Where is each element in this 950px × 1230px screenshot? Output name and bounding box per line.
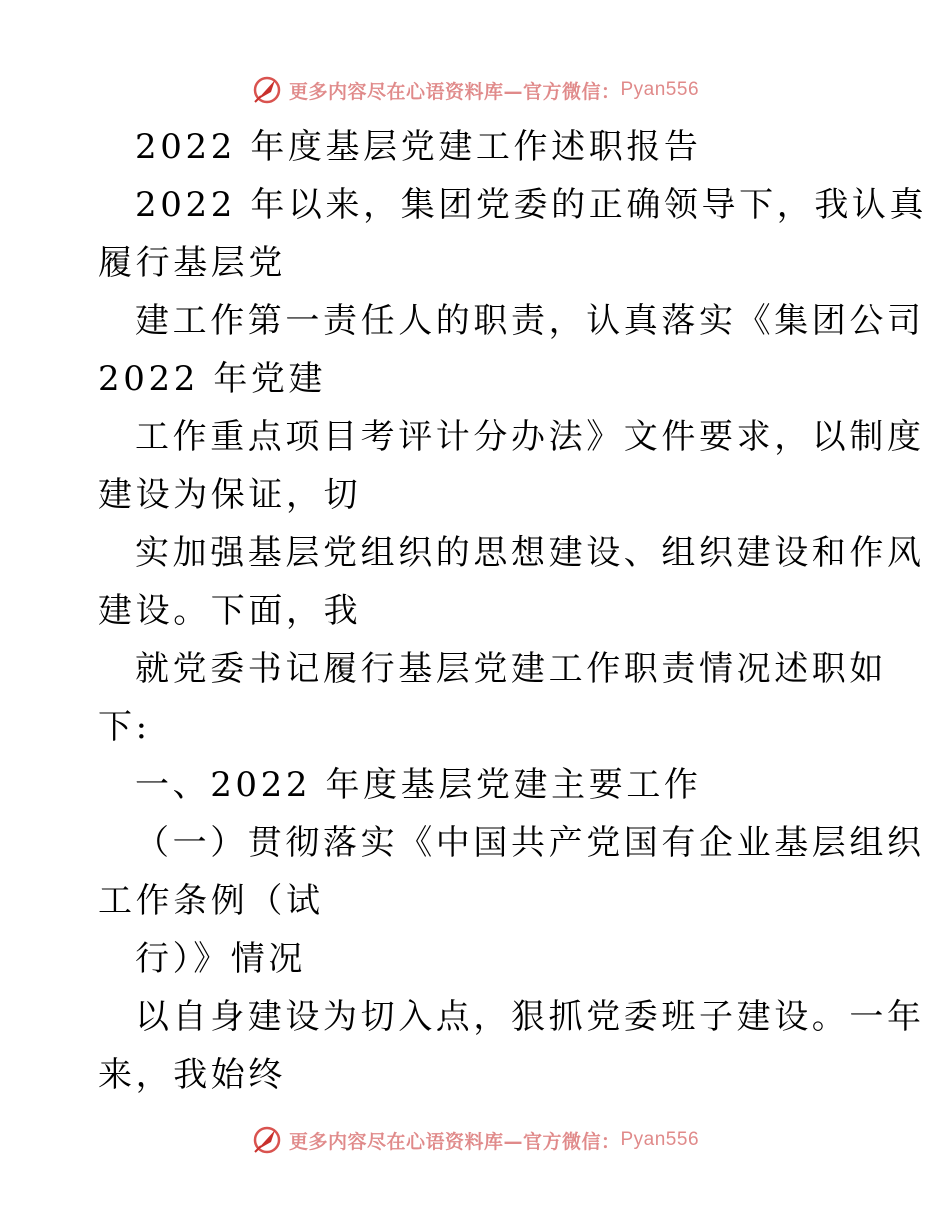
subsection-heading: （一）贯彻落实《中国共产党国有企业基层组织 <box>135 823 925 863</box>
watermark-text: 更多内容尽在心语资料库—官方微信： <box>288 80 621 103</box>
section-heading: 一、2022 年度基层党建主要工作 <box>135 765 702 805</box>
subsection-heading-line: 行）》情况 <box>135 939 306 979</box>
watermark-wechat-id: Pyan556 <box>620 79 700 100</box>
paragraph-line: 建设。下面，我 <box>98 591 362 631</box>
paragraph-line: 建设为保证，切 <box>98 475 362 515</box>
footer-watermark-banner <box>0 1120 950 1160</box>
document-body <box>98 118 928 1104</box>
paragraph-line: 工作重点项目考评计分办法》文件要求，以制度 <box>135 417 925 457</box>
paragraph-line: 2022 年以来，集团党委的正确领导下，我认真 <box>135 185 928 225</box>
paragraph-line: 建工作第一责任人的职责，认真落实《集团公司 <box>135 301 925 341</box>
paragraph-line: 实加强基层党组织的思想建设、组织建设和作风 <box>135 533 925 573</box>
paragraph-line: 2022 年党建 <box>98 359 327 399</box>
feather-circle-logo-icon <box>251 1124 283 1156</box>
header-watermark-banner <box>0 70 950 110</box>
feather-circle-logo-icon <box>251 74 283 106</box>
paragraph-line: 来，我始终 <box>98 1055 286 1095</box>
watermark-wechat-id: Pyan556 <box>620 1129 700 1150</box>
paragraph-line: 就党委书记履行基层党建工作职责情况述职如 <box>135 649 887 689</box>
paragraph-line: 履行基层党 <box>98 243 286 283</box>
document-title: 2022 年度基层党建工作述职报告 <box>135 127 702 167</box>
subsection-heading-line: 工作条例（试 <box>98 881 324 921</box>
paragraph-line: 下: <box>98 707 151 747</box>
watermark-text: 更多内容尽在心语资料库—官方微信： <box>288 1130 621 1153</box>
paragraph-line: 以自身建设为切入点，狠抓党委班子建设。一年 <box>135 997 925 1037</box>
